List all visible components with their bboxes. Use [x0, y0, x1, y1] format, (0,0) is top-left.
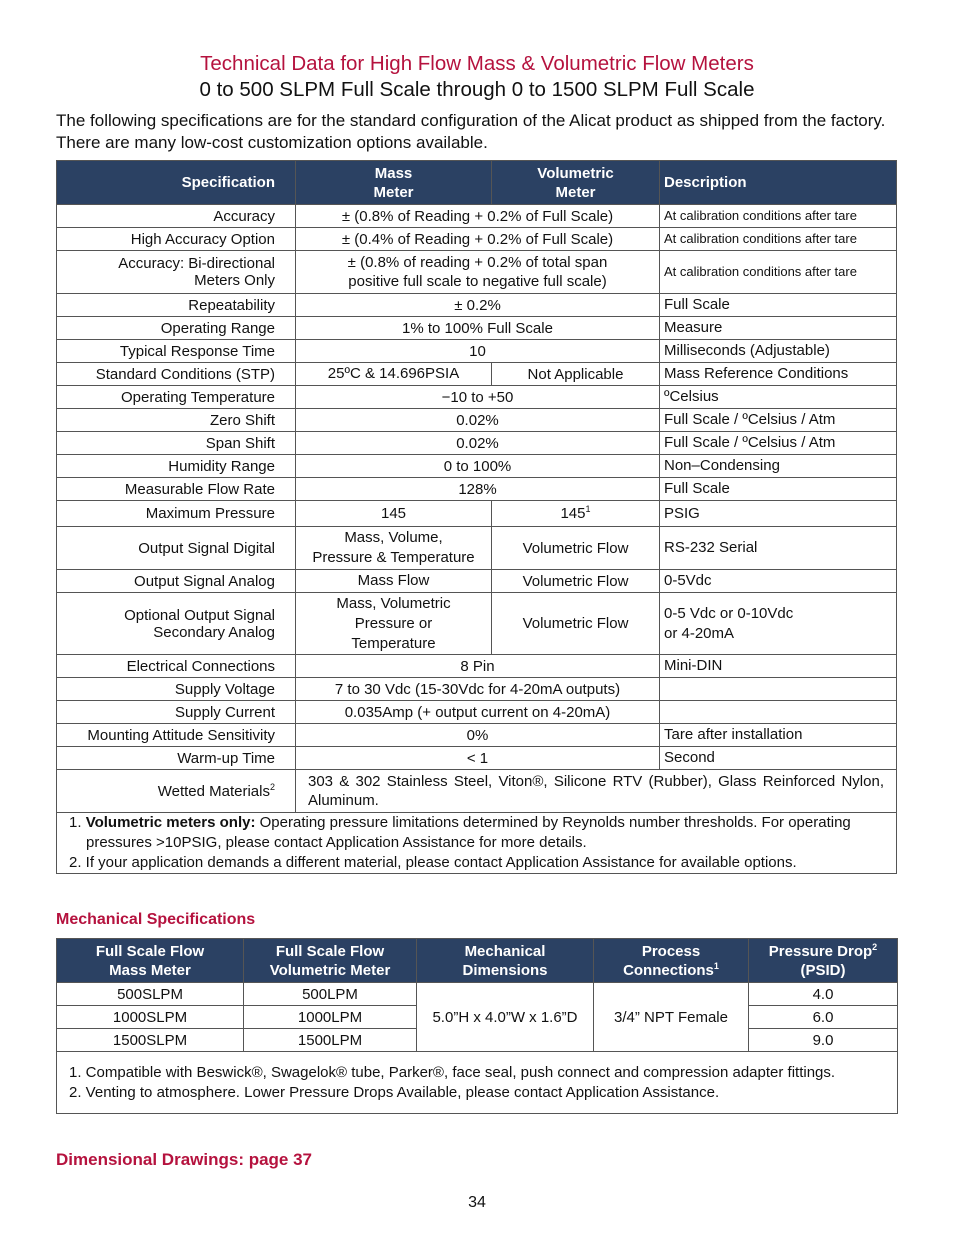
spec-value-cell: 303 & 302 Stainless Steel, Viton®, Silicone RTV (Rubber), Glass Reinforced Nylon, Aluminum. [296, 770, 897, 813]
page-number: 34 [468, 1194, 486, 1211]
spec-note-1: 1. Volumetric meters only: Operating pressure limitations determined by Reynolds number thresholds. For operating pressures >10PSIG, please contact Application Assistance for more details. [69, 814, 851, 851]
spec-value-cell: ± (0.8% of reading + 0.2% of total span positive full scale to negative full scale) [296, 251, 660, 294]
spec-row [57, 455, 897, 478]
spec-row [57, 205, 897, 228]
spec-vol-cell [492, 570, 660, 593]
mech-mass-cell: 500SLPM [57, 983, 244, 1006]
spec-name-cell [57, 432, 296, 455]
spec-name: Operating Range [160, 319, 275, 337]
spec-row [57, 317, 897, 340]
spec-value-cell: 0.02% [296, 432, 660, 455]
spec-row [57, 409, 897, 432]
header-process-connections: Process Connections$^1$ [594, 939, 749, 983]
spec-name-cell [57, 747, 296, 770]
spec-row [57, 478, 897, 501]
spec-name-cell [57, 317, 296, 340]
mech-drop-cell: 6.0 [749, 1006, 898, 1029]
spec-name-cell [57, 724, 296, 747]
spec-description-cell: At calibration conditions after tare [660, 205, 897, 228]
header-fs-mass: Full Scale Flow Mass Meter [57, 939, 244, 983]
spec-name: High Accuracy Option [130, 230, 275, 248]
spec-mass-cell: Mass, Volumetric Pressure or Temperature [296, 593, 492, 655]
spec-mass-cell: 145 [296, 501, 492, 527]
header-mass-meter: Mass Meter [296, 161, 492, 205]
spec-vol-value: Volumetric Flow [522, 615, 629, 632]
spec-value-cell: 7 to 30 Vdc (15-30Vdc for 4-20mA outputs) [296, 678, 660, 701]
mech-vol-cell: 1000LPM [244, 1006, 417, 1029]
dimensional-drawings-reference: Dimensional Drawings: page 37 [56, 1150, 313, 1169]
spec-row [57, 251, 897, 294]
spec-name: Measurable Flow Rate [124, 480, 275, 498]
spec-name-cell [57, 593, 296, 655]
spec-description-cell: Full Scale [660, 294, 897, 317]
spec-value-cell: 128% [296, 478, 660, 501]
page-title: Technical Data for High Flow Mass & Volumetric Flow Meters [200, 52, 754, 75]
spec-name-cell [57, 340, 296, 363]
spec-name-cell [57, 478, 296, 501]
spec-name-cell [57, 455, 296, 478]
spec-name: Standard Conditions (STP) [95, 365, 275, 383]
mech-header-row [57, 939, 898, 983]
spec-mass-cell: 25ºC & 14.696PSIA [296, 363, 492, 386]
spec-value-cell: ± 0.2% [296, 294, 660, 317]
mech-note-1: 1. Compatible with Beswick®, Swagelok® tube, Parker®, face seal, push connect and compression adapter fittings. [69, 1064, 836, 1081]
spec-value-cell: 1% to 100% Full Scale [296, 317, 660, 340]
spec-name-cell [57, 770, 296, 813]
spec-description-cell: ºCelsius [660, 386, 897, 409]
header-pressure-drop: Pressure Drop$^2$ (PSID) [749, 939, 898, 983]
spec-description-cell: Measure [660, 317, 897, 340]
mech-dimensions-cell: 5.0”H x 4.0”W x 1.6”D [417, 983, 594, 1052]
spec-description-cell: At calibration conditions after tare [660, 228, 897, 251]
spec-name: Accuracy: Bi-directional Meters Only [118, 255, 275, 289]
spec-name: Mounting Attitude Sensitivity [87, 726, 275, 744]
spec-vol-value: Volumetric Flow [522, 539, 629, 557]
spec-description-cell: At calibration conditions after tare [660, 251, 897, 294]
spec-name: Optional Output Signal Secondary Analog [124, 606, 275, 641]
spec-description-cell: Full Scale [660, 478, 897, 501]
spec-value-cell: ± (0.4% of Reading + 0.2% of Full Scale) [296, 228, 660, 251]
spec-row [57, 294, 897, 317]
spec-name: Operating Temperature [121, 388, 275, 406]
mech-connections-cell: 3/4” NPT Female [594, 983, 749, 1052]
spec-value-cell: 0.02% [296, 409, 660, 432]
spec-notes [57, 813, 897, 874]
mechanical-specifications-table [56, 938, 898, 1114]
spec-value-cell: ± (0.8% of Reading + 0.2% of Full Scale) [296, 205, 660, 228]
spec-row [57, 655, 897, 678]
mechanical-specifications-heading: Mechanical Specifications [56, 911, 256, 928]
spec-row [57, 501, 897, 527]
mech-vol-cell: 1500LPM [244, 1029, 417, 1052]
spec-row [57, 340, 897, 363]
header-specification: Specification [57, 161, 296, 205]
spec-vol-value: 145 [560, 505, 586, 522]
spec-name: Maximum Pressure [145, 505, 275, 522]
spec-name-cell [57, 678, 296, 701]
spec-note-2: 2. If your application demands a different material, please contact Application Assistance for available options. [69, 854, 797, 871]
spec-description-cell: 0-5 Vdc or 0-10Vdc or 4-20mA [660, 593, 897, 655]
header-volumetric-meter: Volumetric Meter [492, 161, 660, 205]
spec-description-cell [660, 701, 897, 724]
spec-name-cell [57, 527, 296, 570]
spec-value-cell: 0% [296, 724, 660, 747]
spec-name: Span Shift [205, 434, 275, 452]
intro-paragraph: The following specifications are for the standard configuration of the Alicat product as shipped from the factory. There are many low-cost customization options available. [56, 111, 886, 152]
spec-name: Humidity Range [168, 457, 275, 475]
spec-name: Electrical Connections [126, 657, 275, 675]
spec-description-cell [660, 678, 897, 701]
mech-mass-cell: 1500SLPM [57, 1029, 244, 1052]
spec-name: Accuracy [213, 207, 275, 225]
spec-name-cell [57, 386, 296, 409]
spec-name-cell [57, 205, 296, 228]
spec-row [57, 724, 897, 747]
spec-row [57, 363, 897, 386]
mech-mass-cell: 1000SLPM [57, 1006, 244, 1029]
spec-row [57, 678, 897, 701]
spec-header-row [57, 161, 897, 205]
spec-row [57, 701, 897, 724]
spec-description-cell: Mini-DIN [660, 655, 897, 678]
spec-vol-cell [492, 527, 660, 570]
spec-row [57, 386, 897, 409]
spec-name: Output Signal Digital [138, 539, 275, 557]
spec-name-cell [57, 409, 296, 432]
mech-vol-cell: 500LPM [244, 983, 417, 1006]
spec-name: Repeatability [188, 296, 275, 314]
spec-mass-cell: Mass Flow [296, 570, 492, 593]
mech-row-500 [57, 983, 898, 1006]
spec-value-cell: 0.035Amp (+ output current on 4-20mA) [296, 701, 660, 724]
spec-name-cell [57, 701, 296, 724]
spec-vol-value: Not Applicable [527, 365, 624, 383]
mech-drop-cell: 9.0 [749, 1029, 898, 1052]
spec-value-cell: 10 [296, 340, 660, 363]
page-subtitle: 0 to 500 SLPM Full Scale through 0 to 1500 SLPM Full Scale [199, 78, 755, 101]
spec-description-cell: Full Scale / ºCelsius / Atm [660, 409, 897, 432]
spec-name-cell [57, 655, 296, 678]
spec-description-cell: RS-232 Serial [660, 527, 897, 570]
mech-drop-cell: 4.0 [749, 983, 898, 1006]
specifications-table [56, 160, 897, 874]
mech-notes-row [57, 1052, 898, 1114]
spec-row [57, 228, 897, 251]
spec-name: Output Signal Analog [134, 572, 275, 590]
spec-name: Warm-up Time [177, 749, 275, 767]
spec-name-cell [57, 501, 296, 527]
header-mech-dimensions: Mechanical Dimensions [417, 939, 594, 983]
spec-vol-cell [492, 593, 660, 655]
spec-name-cell [57, 251, 296, 294]
spec-name-cell [57, 570, 296, 593]
header-fs-volumetric: Full Scale Flow Volumetric Meter [244, 939, 417, 983]
spec-name: Supply Current [174, 703, 275, 721]
spec-description-cell: Non–Condensing [660, 455, 897, 478]
spec-name: Zero Shift [209, 411, 275, 429]
spec-description-cell: Milliseconds (Adjustable) [660, 340, 897, 363]
header-description: Description [660, 161, 897, 205]
spec-row [57, 570, 897, 593]
spec-description-cell: Tare after installation [660, 724, 897, 747]
footnote-mark: 2 [269, 781, 275, 792]
mech-note-2: 2. Venting to atmosphere. Lower Pressure Drops Available, please contact Application Assistance. [69, 1083, 720, 1101]
spec-description-cell: Second [660, 747, 897, 770]
spec-row [57, 593, 897, 655]
spec-name-cell [57, 228, 296, 251]
spec-vol-value: Volumetric Flow [522, 572, 629, 590]
spec-description-cell: Mass Reference Conditions [660, 363, 897, 386]
spec-value-cell: < 1 [296, 747, 660, 770]
spec-name: Supply Voltage [174, 680, 275, 698]
spec-notes-row [57, 813, 897, 874]
spec-mass-cell: Mass, Volume, Pressure & Temperature [296, 527, 492, 570]
spec-value-cell: 8 Pin [296, 655, 660, 678]
spec-description-cell: PSIG [660, 501, 897, 527]
spec-row [57, 432, 897, 455]
spec-description-cell: Full Scale / ºCelsius / Atm [660, 432, 897, 455]
spec-vol-cell [492, 501, 660, 527]
spec-row [57, 747, 897, 770]
spec-description-cell: 0-5Vdc [660, 570, 897, 593]
spec-name-cell [57, 294, 296, 317]
spec-value-cell: −10 to +50 [296, 386, 660, 409]
spec-vol-cell [492, 363, 660, 386]
spec-name: Wetted Materials [157, 782, 270, 800]
spec-value-cell: 0 to 100% [296, 455, 660, 478]
mech-notes [57, 1052, 898, 1114]
spec-name: Typical Response Time [119, 342, 275, 360]
spec-row [57, 527, 897, 570]
spec-name-cell [57, 363, 296, 386]
footnote-mark: 1 [585, 504, 591, 514]
spec-row [57, 770, 897, 813]
